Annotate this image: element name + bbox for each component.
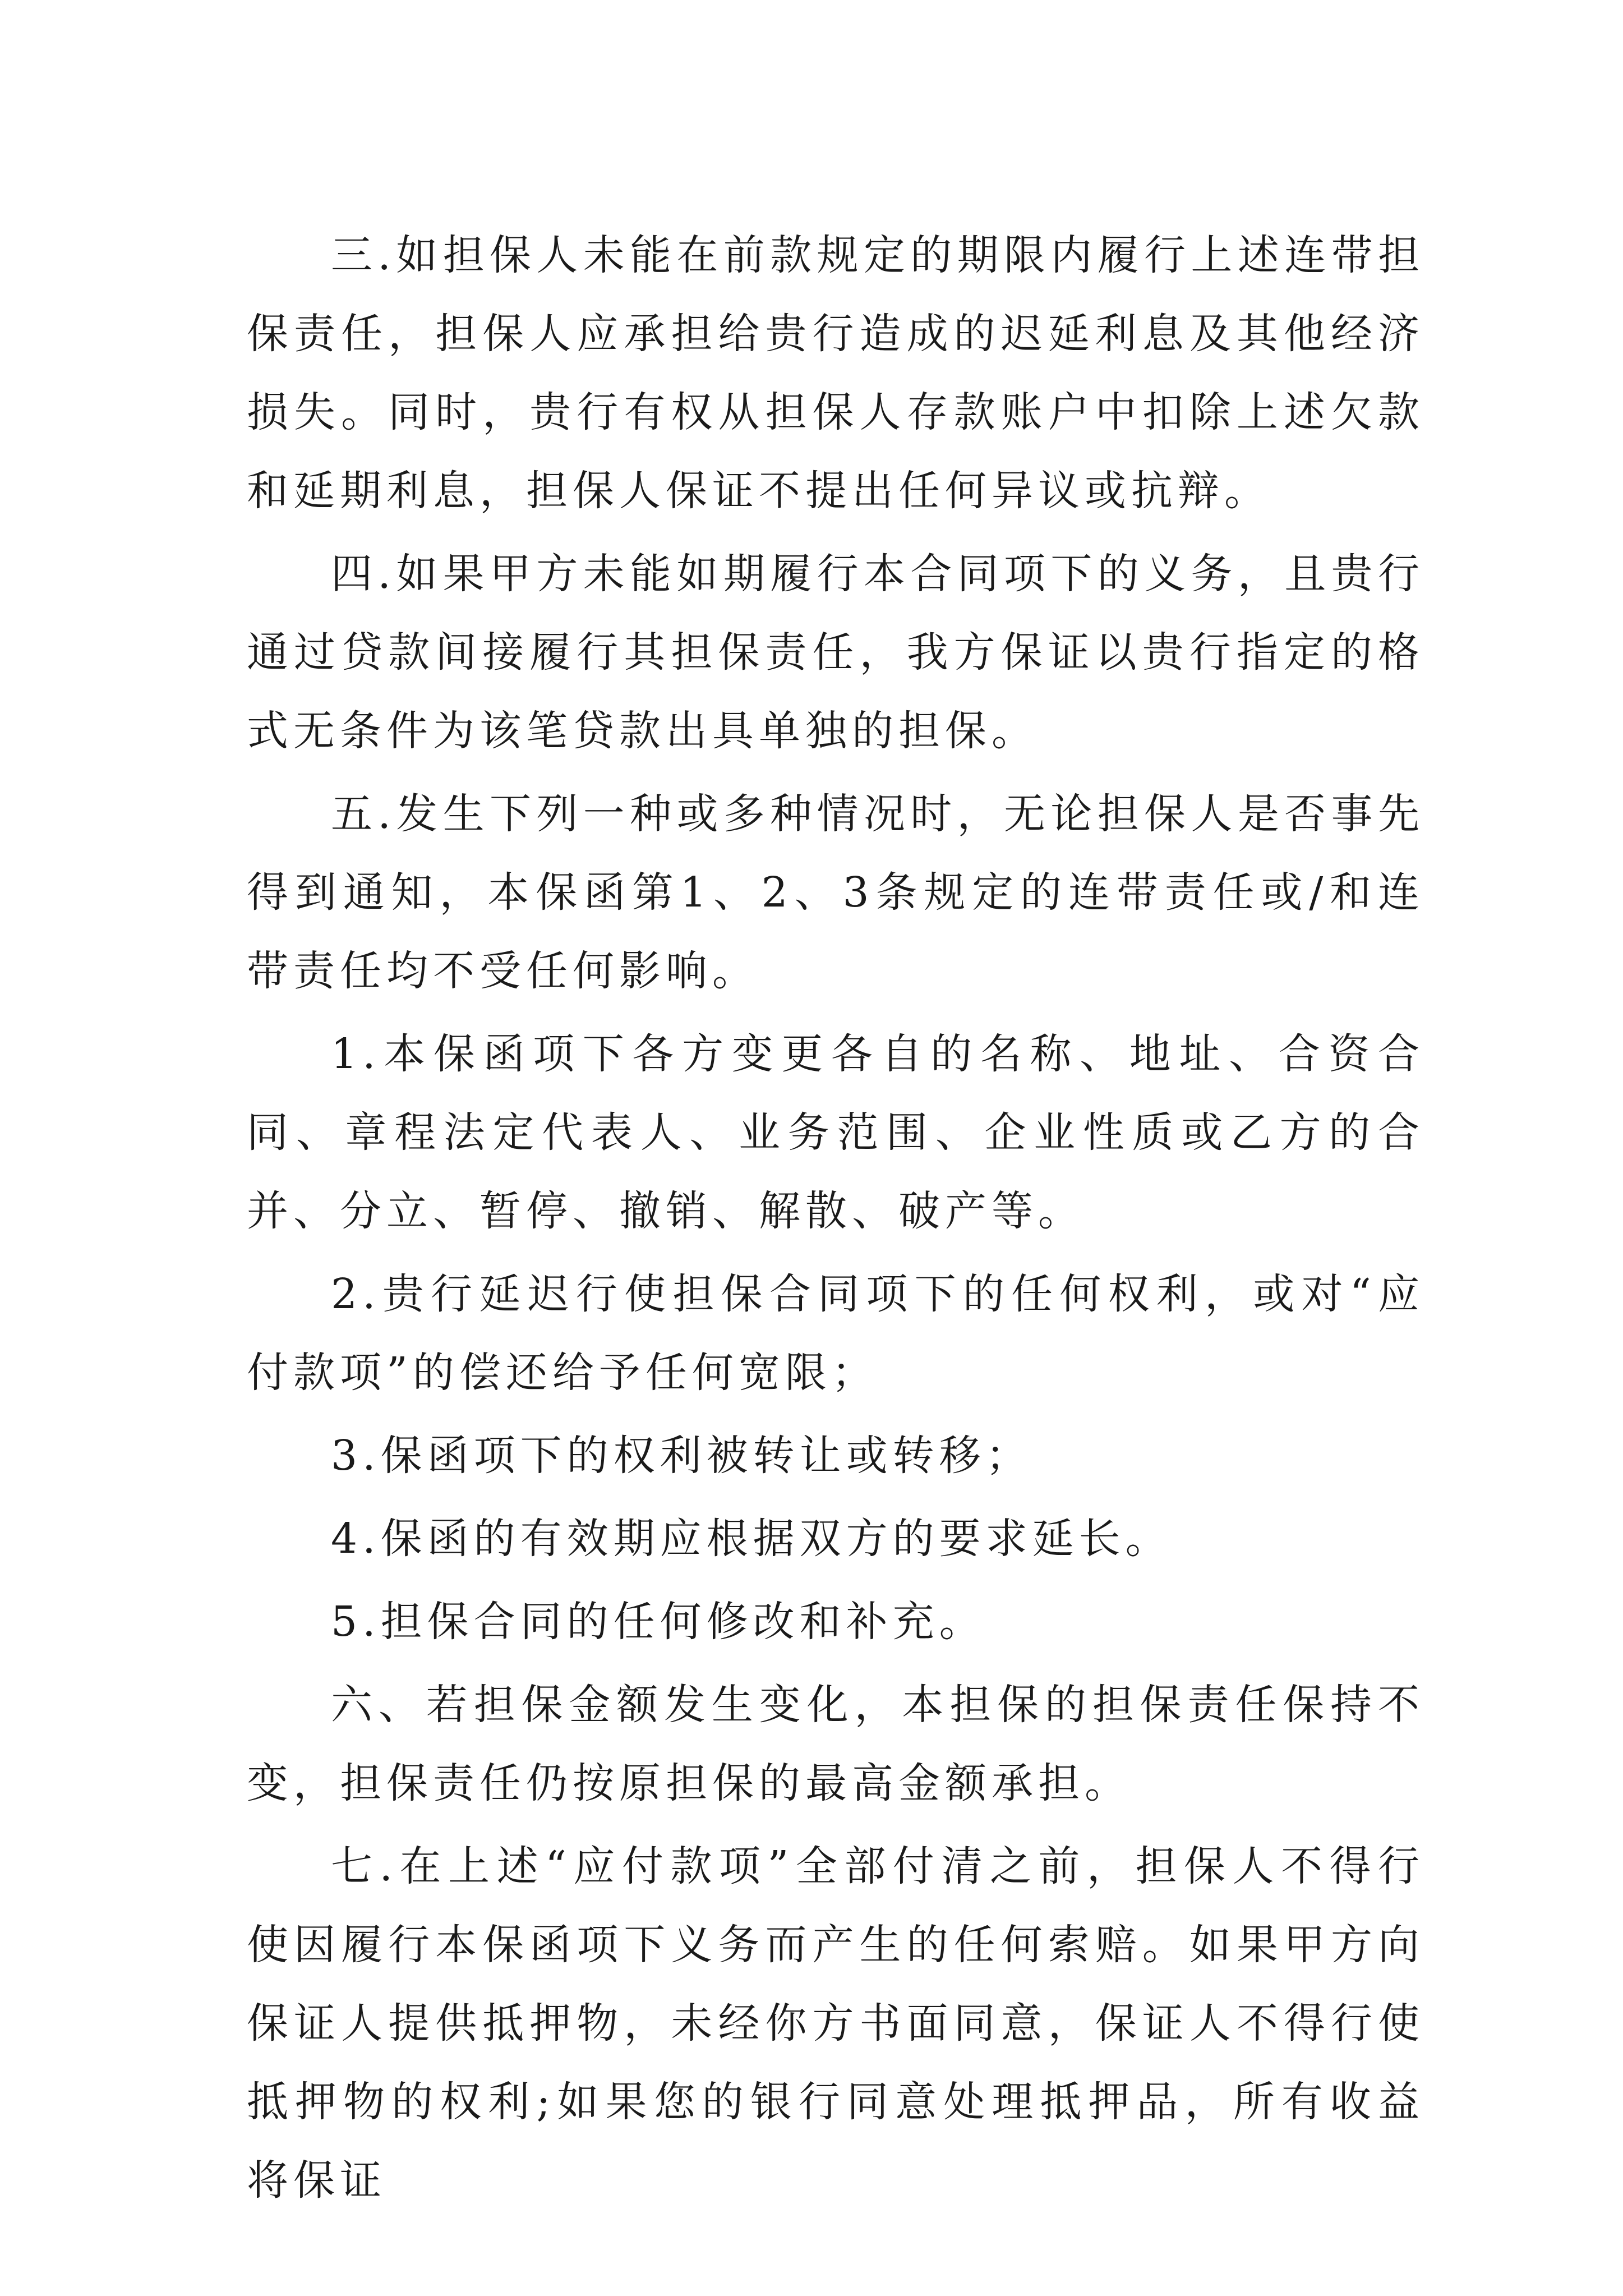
list-item-4: 4.保函的有效期应根据双方的要求延长。 <box>331 1515 1172 1563</box>
list-item-1: 1.本保函项下各方变更各自的名称、地址、合资合同、章程法定代表人、业务范围、企业性质或乙方的合并、分立、暂停、撤销、解散、破产等。 <box>247 1030 1424 1235</box>
paragraph-4: 四.如果甲方未能如期履行本合同项下的义务，且贵行通过贷款间接履行其担保责任，我方保证以贵行指定的格式无条件为该笔贷款出具单独的担保。 <box>247 550 1424 755</box>
paragraph-7: 七.在上述“应付款项”全部付清之前，担保人不得行使因履行本保函项下义务而产生的任何索赔。如果甲方向保证人提供抵押物，未经你方书面同意，保证人不得行使抵押物的权利;如果您的银行同意处理抵押品，所有收益将保证 <box>247 1842 1424 2205</box>
document-body <box>247 216 1424 2224</box>
paragraph-5: 五.发生下列一种或多种情况时，无论担保人是否事先得到通知，本保函第1、2、3条规定的连带责任或/和连带责任均不受任何影响。 <box>247 790 1424 995</box>
paragraph-3: 三.如担保人未能在前款规定的期限内履行上述连带担保责任，担保人应承担给贵行造成的迟延利息及其他经济损失。同时，贵行有权从担保人存款账户中扣除上述欠款和延期利息，担保人保证不提出任何异议或抗辩。 <box>247 231 1424 515</box>
list-item-3: 3.保函项下的权利被转让或转移； <box>331 1432 1032 1480</box>
paragraph-6: 六、若担保金额发生变化，本担保的担保责任保持不变，担保责任仍按原担保的最高金额承担。 <box>247 1681 1424 1807</box>
list-item-2: 2.贵行延迟行使担保合同项下的任何权利，或对“应付款项”的偿还给予任何宽限； <box>247 1270 1424 1397</box>
list-item-5: 5.担保合同的任何修改和补充。 <box>331 1598 986 1646</box>
